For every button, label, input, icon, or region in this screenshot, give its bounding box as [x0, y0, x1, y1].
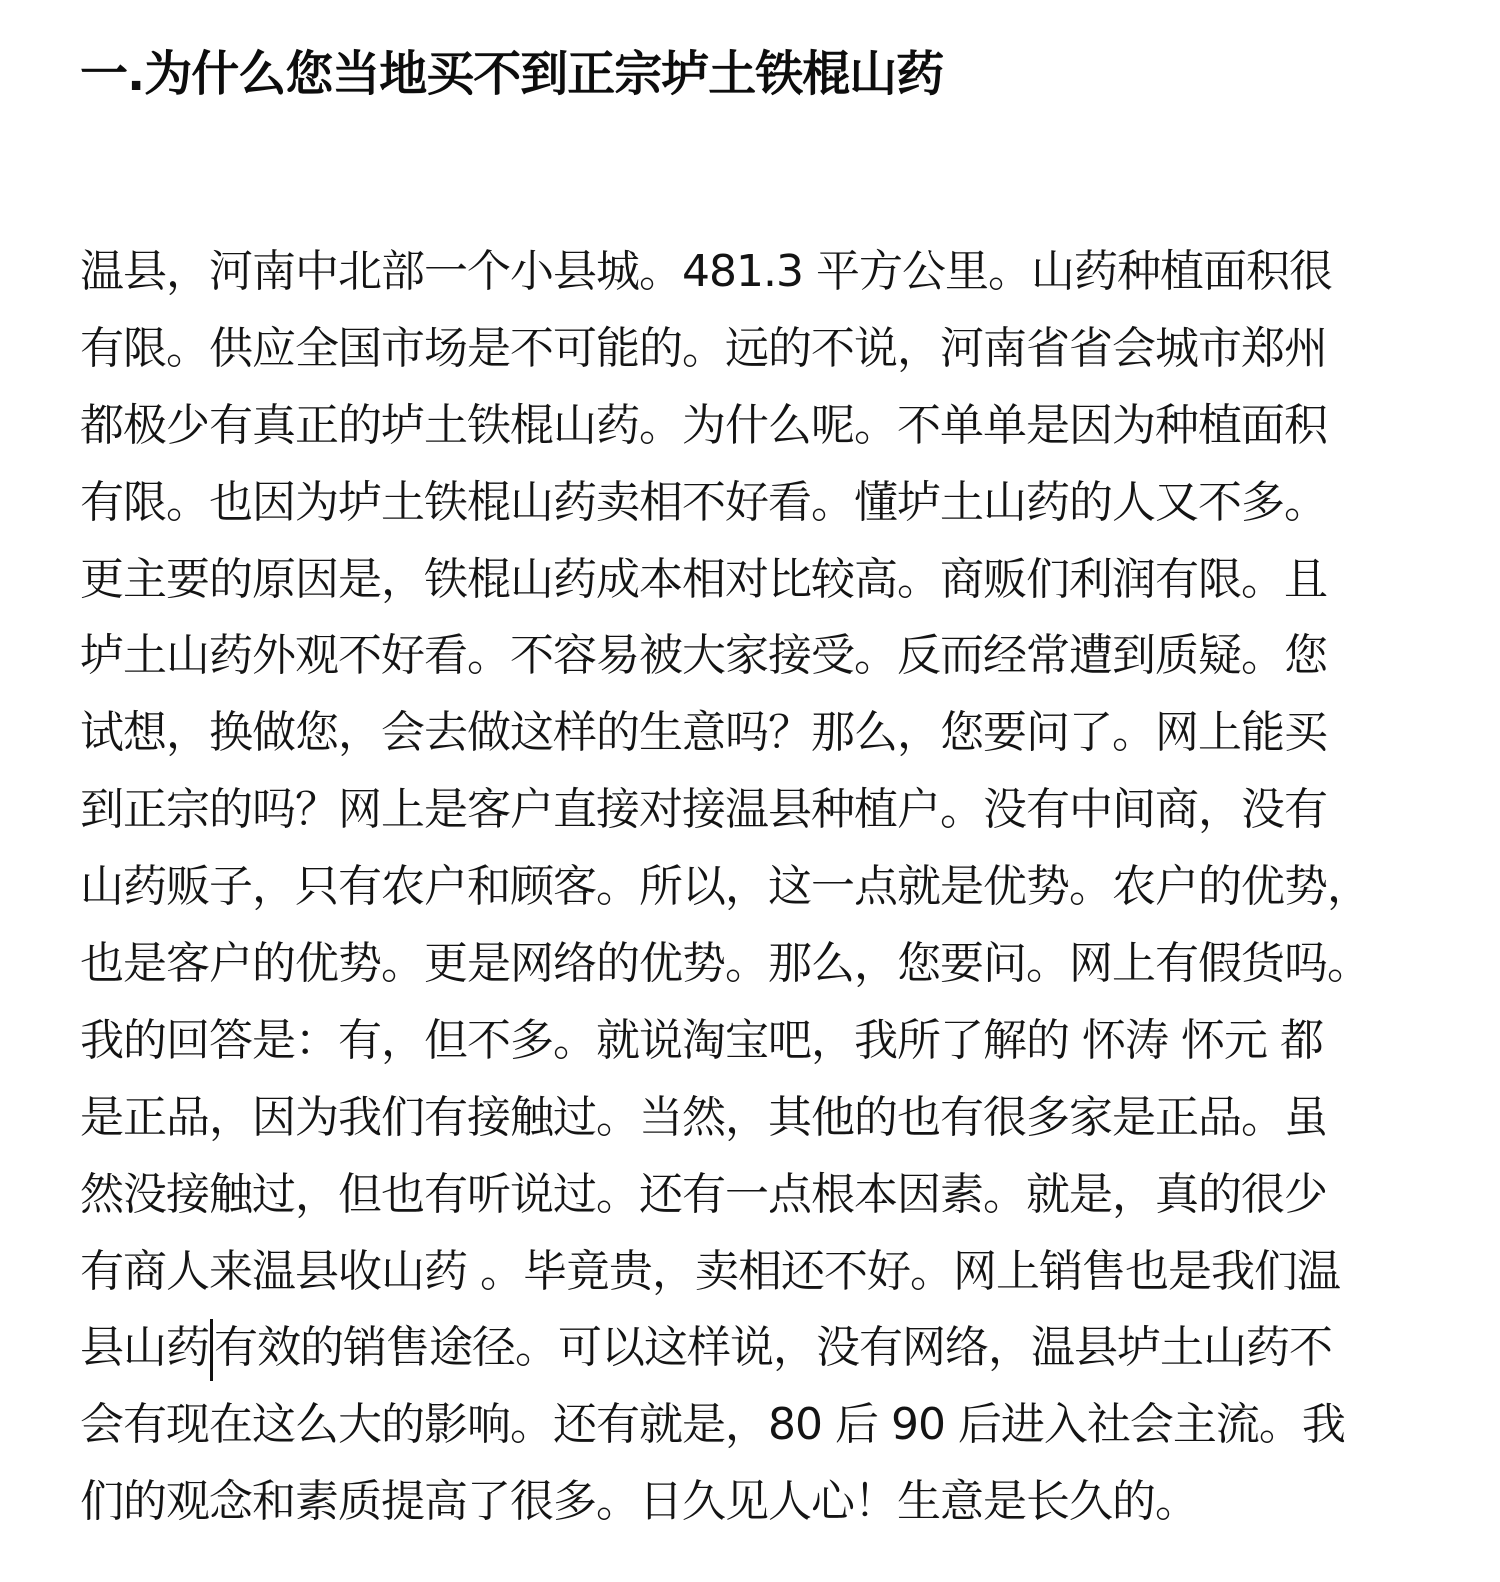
body-line: 有限。也因为垆土铁棍山药卖相不好看。懂垆土山药的人又不多。	[80, 476, 1327, 528]
body-line: 更主要的原因是，铁棍山药成本相对比较高。商贩们利润有限。且	[80, 553, 1327, 605]
body-line: 垆土山药外观不好看。不容易被大家接受。反而经常遭到质疑。您	[80, 630, 1327, 682]
body-line: 然没接触过，但也有听说过。还有一点根本因素。就是，真的很少	[80, 1168, 1327, 1220]
body-text-before-caret: 县山药	[80, 1322, 209, 1374]
body-line: 也是客户的优势。更是网络的优势。那么，您要问。网上有假货吗。	[80, 938, 1370, 990]
body-line: 山药贩子，只有农户和顾客。所以，这一点就是优势。农户的优势，	[80, 861, 1370, 913]
body-line: 试想，换做您，会去做这样的生意吗？那么，您要问了。网上能买	[80, 707, 1327, 759]
article-body[interactable]	[80, 240, 1460, 1547]
body-line: 我的回答是：有，但不多。就说淘宝吧，我所了解的 怀涛 怀元 都	[80, 1014, 1323, 1066]
body-line: 温县，河南中北部一个小县城。481.3 平方公里。山药种植面积很	[80, 246, 1332, 297]
body-line: 有商人来温县收山药 。毕竟贵，卖相还不好。网上销售也是我们温	[80, 1245, 1340, 1297]
body-line-with-caret	[80, 1316, 1460, 1393]
body-text-after-caret: 有效的销售途径。可以这样说，没有网络，温县垆土山药不	[214, 1322, 1332, 1374]
body-line: 都极少有真正的垆土铁棍山药。为什么呢。不单单是因为种植面积	[80, 399, 1327, 451]
body-line: 会有现在这么大的影响。还有就是，80 后 90 后进入社会主流。我	[80, 1399, 1345, 1451]
text-cursor	[210, 1319, 213, 1381]
article-heading: 一.为什么您当地买不到正宗垆土铁棍山药	[80, 46, 944, 102]
body-line: 有限。供应全国市场是不可能的。远的不说，河南省省会城市郑州	[80, 322, 1327, 374]
body-line: 到正宗的吗？网上是客户直接对接温县种植户。没有中间商，没有	[80, 784, 1327, 836]
body-line: 们的观念和素质提高了很多。日久见人心！生意是长久的。	[80, 1476, 1198, 1528]
body-line: 是正品，因为我们有接触过。当然，其他的也有很多家是正品。虽	[80, 1091, 1327, 1143]
